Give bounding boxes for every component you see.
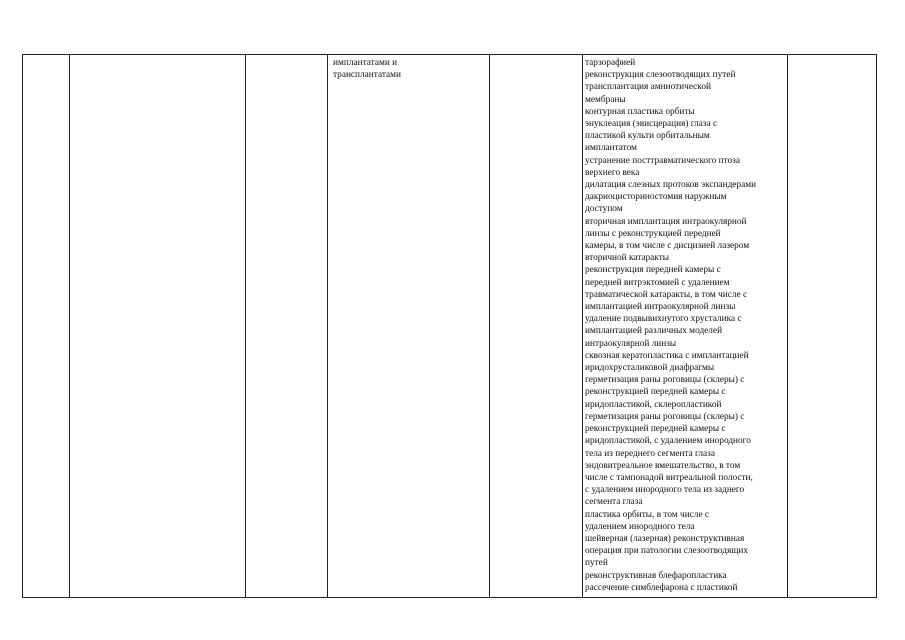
procedure-line: камеры, в том числе с дисцизией лазером xyxy=(585,241,750,252)
procedure-line: реконструктивная блефаропластика xyxy=(585,570,727,581)
procedure-line: дилатация слезных протоков экспандерами xyxy=(585,180,757,191)
procedure-line: реконструкция передней камеры с xyxy=(585,265,721,276)
procedure-line: сквозная кератопластика с имплантацией xyxy=(585,350,749,361)
column-divider xyxy=(327,55,328,597)
procedure-line: иридохрусталиковой диафрагмы xyxy=(585,363,715,374)
procedure-line: контурная пластика орбиты xyxy=(585,106,695,117)
procedure-line: трансплантация амниотической xyxy=(585,82,711,93)
procedure-line: устранение посттравматического птоза xyxy=(585,155,740,166)
procedure-line: верхнего века xyxy=(585,167,640,178)
procedure-line: удалением инородного тела xyxy=(585,521,695,532)
procedure-line: имплантатом xyxy=(585,143,637,154)
procedure-line: мембраны xyxy=(585,94,626,105)
procedure-line: тарзорафией xyxy=(585,58,636,68)
procedure-line: эндовитреальное вмешательство, в том xyxy=(585,460,741,471)
procedure-line: пластикой культи орбитальным xyxy=(585,131,710,142)
procedure-line: передней витрэктомией с удалением xyxy=(585,277,730,288)
procedure-line: герметизация раны роговицы (склеры) с xyxy=(585,375,745,386)
procedure-line: имплантацией различных моделей xyxy=(585,326,723,337)
table-cell-treatment-method xyxy=(333,55,485,597)
procedure-line: с удалением инородного тела из заднего xyxy=(585,485,745,496)
column-divider xyxy=(245,55,246,597)
procedure-line: реконструкция слезоотводящих путей xyxy=(585,70,736,81)
procedure-line: дакриоцисториностомия наружным xyxy=(585,192,727,203)
procedure-line: рассечение симблефарона с пластикой xyxy=(585,582,738,593)
procedure-line: линзы с реконструкцией передней xyxy=(585,228,721,239)
procedure-line: имплантацией интраокулярной линзы xyxy=(585,302,736,313)
cell-text-line: трансплантатами xyxy=(333,70,401,81)
procedure-line: операция при патологии слезоотводящих xyxy=(585,546,749,557)
procedure-line: герметизация раны роговицы (склеры) с xyxy=(585,411,745,422)
procedure-line: иридопластикой, склеропластикой xyxy=(585,399,722,410)
procedure-line: энуклеация (эвисцерация) глаза с xyxy=(585,119,718,130)
column-divider xyxy=(69,55,70,597)
procedure-line: реконструкцией передней камеры с xyxy=(585,424,726,435)
table-cell-procedures-list xyxy=(585,55,785,597)
procedure-line: шейверная (лазерная) реконструктивная xyxy=(585,533,745,544)
procedure-line: доступом xyxy=(585,204,623,215)
procedure-line: тела из переднего сегмента глаза xyxy=(585,448,715,459)
procedure-line: вторичная имплантация интраокулярной xyxy=(585,216,747,227)
procedure-line: иридопластикой, с удалением инородного xyxy=(585,436,751,447)
procedure-line: вторичной катаракты xyxy=(585,253,670,264)
procedure-line: интраокулярной линзы xyxy=(585,338,677,349)
column-divider xyxy=(489,55,490,597)
procedure-line: удаление подвывихнутого хрусталика с xyxy=(585,314,742,325)
procedure-line: путей xyxy=(585,558,608,569)
column-divider xyxy=(582,55,583,597)
cell-text-line: имплантатами и xyxy=(333,58,398,68)
procedure-line: сегмента глаза xyxy=(585,497,643,508)
procedure-line: травматической катаракты, в том числе с xyxy=(585,289,748,300)
procedure-line: реконструкцией передней камеры с xyxy=(585,387,726,398)
procedure-line: пластика орбиты, в том числе с xyxy=(585,509,710,520)
column-divider xyxy=(787,55,788,597)
procedure-line: числе с тампонадой витреальной полости, xyxy=(585,472,753,483)
procedures-table xyxy=(22,54,877,598)
